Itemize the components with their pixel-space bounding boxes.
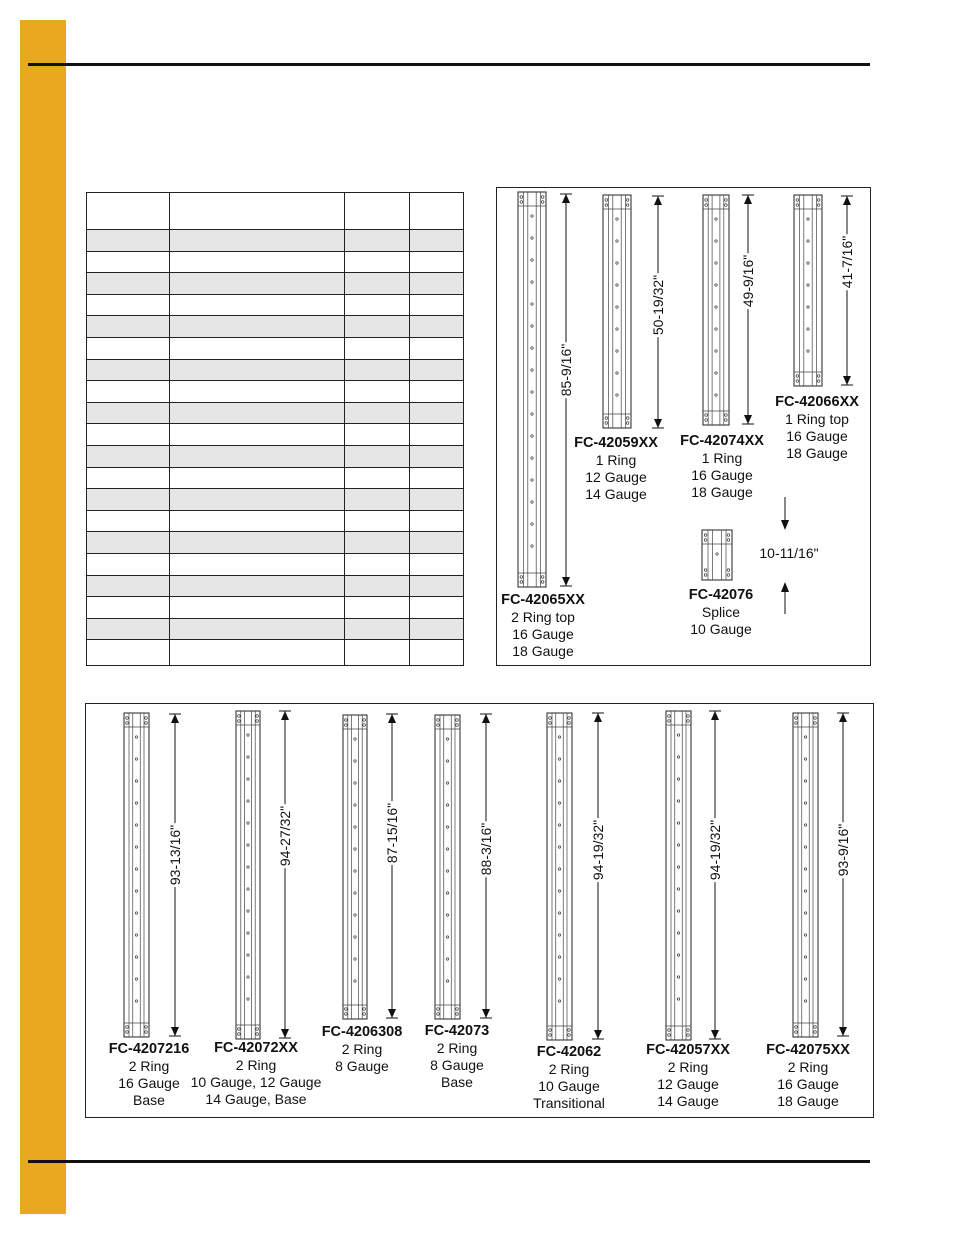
part-spec: 14 Gauge, Base bbox=[205, 1091, 307, 1107]
dimension-arrow bbox=[841, 196, 853, 385]
stiffener-drawing bbox=[603, 195, 631, 428]
part-label bbox=[766, 1042, 850, 1110]
stiffener-drawing bbox=[666, 711, 691, 1040]
dimension-arrow bbox=[742, 195, 754, 424]
part-label bbox=[322, 1024, 403, 1075]
dimension-label: 41-7/16" bbox=[839, 235, 855, 289]
stiffener-drawing bbox=[547, 713, 572, 1040]
part-code: FC-4207216 bbox=[108, 1041, 190, 1057]
part-spec: 2 Ring bbox=[128, 1058, 170, 1074]
part-code: FC-42075XX bbox=[766, 1042, 850, 1058]
part-spec: 8 Gauge bbox=[335, 1058, 389, 1074]
part-code: FC-42072XX bbox=[214, 1040, 298, 1056]
stiffener-drawing bbox=[343, 715, 367, 1019]
part-label bbox=[680, 433, 764, 501]
dimension-label: 88-3/16" bbox=[478, 822, 494, 876]
part-spec: 2 Ring bbox=[548, 1061, 590, 1077]
part-spec: Base bbox=[133, 1092, 165, 1108]
part-spec: 10 Gauge bbox=[538, 1078, 600, 1094]
part-spec: 18 Gauge bbox=[691, 484, 753, 500]
part-spec: 8 Gauge bbox=[430, 1057, 484, 1073]
part-code: FC-42062 bbox=[536, 1044, 602, 1060]
part-spec: 16 Gauge bbox=[512, 626, 574, 642]
dimension-label: 87-15/16" bbox=[384, 802, 400, 864]
stiffener-drawing bbox=[703, 195, 729, 425]
stiffener-drawing bbox=[435, 715, 460, 1019]
dimension-label: 49-9/16" bbox=[740, 254, 756, 308]
part-spec: 2 Ring bbox=[235, 1057, 277, 1073]
part-spec: 2 Ring bbox=[667, 1059, 709, 1075]
dimension-label: 94-27/32" bbox=[277, 805, 293, 867]
part-label bbox=[425, 1023, 489, 1091]
part-spec: 12 Gauge bbox=[585, 469, 647, 485]
part-code: FC-42074XX bbox=[680, 433, 764, 449]
part-spec: 10 Gauge bbox=[690, 621, 752, 637]
part-spec: 18 Gauge bbox=[786, 445, 848, 461]
dimension-label: 85-9/16" bbox=[558, 343, 574, 397]
stiffener-drawing bbox=[518, 192, 546, 587]
part-label bbox=[533, 1044, 605, 1112]
stiffener-drawing bbox=[124, 713, 149, 1037]
part-spec: 2 Ring top bbox=[511, 609, 575, 625]
part-spec: 14 Gauge bbox=[585, 486, 647, 502]
part-code: FC-42076 bbox=[688, 587, 754, 603]
part-spec: 12 Gauge bbox=[657, 1076, 719, 1092]
part-label bbox=[191, 1040, 322, 1108]
part-code: FC-4206308 bbox=[321, 1024, 403, 1040]
part-code: FC-42065XX bbox=[501, 592, 585, 608]
part-label bbox=[109, 1041, 190, 1109]
part-code: FC-42057XX bbox=[646, 1042, 730, 1058]
part-spec: 10 Gauge, 12 Gauge bbox=[190, 1074, 322, 1090]
part-code: FC-42059XX bbox=[574, 435, 658, 451]
part-spec: 16 Gauge bbox=[786, 428, 848, 444]
part-spec: 14 Gauge bbox=[657, 1093, 719, 1109]
dimension-label: 93-9/16" bbox=[835, 823, 851, 877]
part-code: FC-42066XX bbox=[775, 394, 859, 410]
part-spec: 2 Ring bbox=[787, 1059, 829, 1075]
part-label bbox=[646, 1042, 730, 1110]
dimension-label: 94-19/32" bbox=[590, 819, 606, 881]
part-spec: Base bbox=[441, 1074, 473, 1090]
part-spec: 1 Ring bbox=[701, 450, 743, 466]
stiffener-drawing bbox=[794, 195, 822, 386]
part-label bbox=[689, 587, 753, 638]
dimension-arrow bbox=[279, 711, 291, 1038]
part-spec: Transitional bbox=[533, 1095, 605, 1111]
stiffener-drawing bbox=[702, 530, 732, 580]
dimension-arrow bbox=[386, 714, 398, 1018]
part-spec: 16 Gauge bbox=[777, 1076, 839, 1092]
part-label bbox=[501, 592, 585, 660]
part-spec: 1 Ring top bbox=[785, 411, 849, 427]
part-spec: 18 Gauge bbox=[777, 1093, 839, 1109]
part-spec: 2 Ring bbox=[341, 1041, 383, 1057]
part-spec: 16 Gauge bbox=[118, 1075, 180, 1091]
part-label bbox=[574, 435, 658, 503]
part-spec: 1 Ring bbox=[595, 452, 637, 468]
stiffener-drawing bbox=[236, 711, 260, 1039]
dimension-label: 50-19/32" bbox=[650, 274, 666, 336]
part-spec: 16 Gauge bbox=[691, 467, 753, 483]
dimension-label: 93-13/16" bbox=[167, 824, 183, 886]
part-code: FC-42073 bbox=[424, 1023, 490, 1039]
dimension-label: 94-19/32" bbox=[707, 819, 723, 881]
part-spec: Splice bbox=[701, 604, 741, 620]
part-spec: 2 Ring bbox=[436, 1040, 478, 1056]
dimension-label: 10-11/16" bbox=[759, 545, 819, 561]
stiffener-drawing bbox=[793, 713, 818, 1037]
part-spec: 18 Gauge bbox=[512, 643, 574, 659]
part-label bbox=[775, 394, 859, 462]
